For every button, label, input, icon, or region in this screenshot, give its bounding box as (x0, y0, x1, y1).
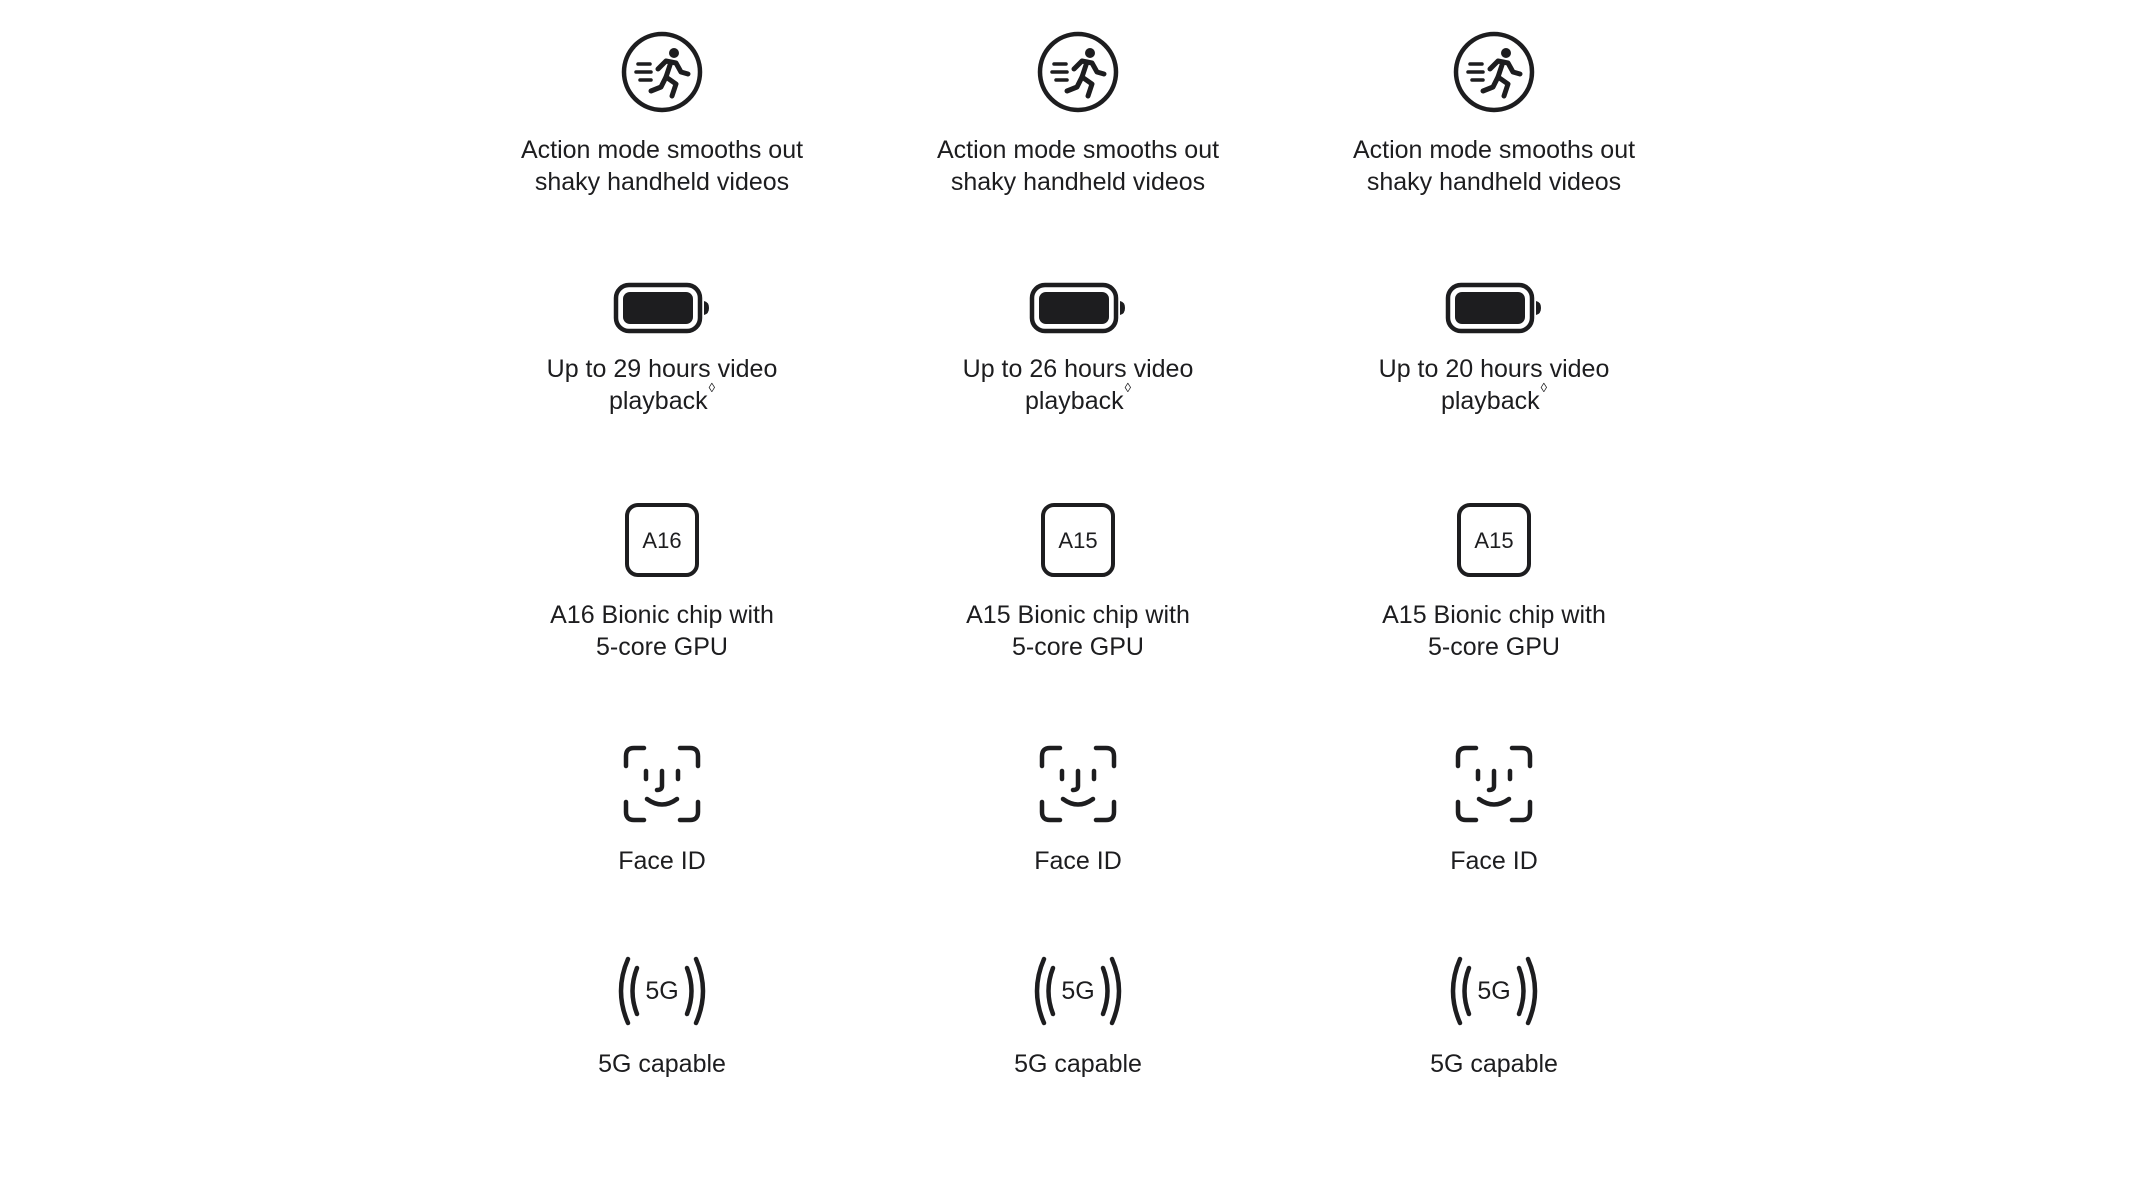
battery-line-2 (1284, 379, 1704, 417)
chip-text (1284, 599, 1704, 663)
model-column-1 (452, 0, 872, 1200)
battery-line-1: Up to 26 hours video (962, 355, 1194, 383)
chip-icon (624, 502, 700, 578)
model-column-3 (1284, 0, 1704, 1200)
5g-badge-text: 5G (645, 977, 679, 1005)
face-id-label: Face ID (1034, 847, 1122, 875)
face-id-feature (1284, 744, 1704, 877)
5g-feature (868, 955, 1288, 1080)
chip-line-1: A15 Bionic chip with (1382, 601, 1606, 629)
battery-feature (452, 280, 872, 417)
battery-line-1: Up to 20 hours video (1378, 355, 1610, 383)
chip-line-2: 5-core GPU (1428, 633, 1560, 661)
action-mode-line-1: Action mode smooths out (520, 136, 804, 164)
chip-line-2: 5-core GPU (1012, 633, 1144, 661)
5g-signal-icon (1028, 955, 1128, 1027)
battery-text (452, 353, 872, 417)
battery-text (868, 353, 1288, 417)
action-mode-text (868, 134, 1288, 198)
footnote-marker[interactable]: ◊ (1124, 379, 1132, 395)
chip-name: A15 (1058, 528, 1098, 553)
battery-icon (1444, 280, 1544, 336)
face-id-icon (622, 744, 702, 824)
5g-badge-text: 5G (1477, 977, 1511, 1005)
5g-feature (1284, 955, 1704, 1080)
running-figure-icon (1036, 30, 1120, 114)
action-mode-text (1284, 134, 1704, 198)
battery-playback-word: playback (1024, 387, 1124, 415)
running-figure-icon (620, 30, 704, 114)
chip-feature (868, 502, 1288, 663)
chip-line-2: 5-core GPU (596, 633, 728, 661)
battery-feature (868, 280, 1288, 417)
chip-name: A15 (1474, 528, 1514, 553)
battery-feature (1284, 280, 1704, 417)
chip-feature (452, 502, 872, 663)
running-figure-icon (1452, 30, 1536, 114)
5g-badge-text: 5G (1061, 977, 1095, 1005)
battery-icon (1028, 280, 1128, 336)
action-mode-text (452, 134, 872, 198)
footnote-marker[interactable]: ◊ (1540, 379, 1548, 395)
face-id-icon (1454, 744, 1534, 824)
action-mode-line-2: shaky handheld videos (534, 168, 790, 196)
action-mode-line-2: shaky handheld videos (950, 168, 1206, 196)
battery-playback-word: playback (608, 387, 708, 415)
5g-feature (452, 955, 872, 1080)
5g-signal-icon (612, 955, 712, 1027)
action-mode-feature (452, 30, 872, 198)
chip-line-1: A16 Bionic chip with (550, 601, 774, 629)
chip-line-1: A15 Bionic chip with (966, 601, 1190, 629)
chip-feature (1284, 502, 1704, 663)
5g-label: 5G capable (598, 1050, 726, 1078)
chip-text (452, 599, 872, 663)
face-id-icon (1038, 744, 1118, 824)
chip-name: A16 (642, 528, 682, 553)
battery-line-1: Up to 29 hours video (546, 355, 778, 383)
5g-label: 5G capable (1430, 1050, 1558, 1078)
battery-icon (612, 280, 712, 336)
chip-icon (1456, 502, 1532, 578)
5g-signal-icon (1444, 955, 1544, 1027)
action-mode-line-1: Action mode smooths out (936, 136, 1220, 164)
face-id-feature (452, 744, 872, 877)
chip-text (868, 599, 1288, 663)
face-id-label: Face ID (618, 847, 706, 875)
action-mode-feature (868, 30, 1288, 198)
face-id-label: Face ID (1450, 847, 1538, 875)
battery-line-2 (868, 379, 1288, 417)
model-column-2 (868, 0, 1288, 1200)
5g-label: 5G capable (1014, 1050, 1142, 1078)
action-mode-line-1: Action mode smooths out (1352, 136, 1636, 164)
battery-line-2 (452, 379, 872, 417)
face-id-feature (868, 744, 1288, 877)
footnote-marker[interactable]: ◊ (708, 379, 716, 395)
chip-icon (1040, 502, 1116, 578)
action-mode-feature (1284, 30, 1704, 198)
battery-playback-word: playback (1440, 387, 1540, 415)
action-mode-line-2: shaky handheld videos (1366, 168, 1622, 196)
battery-text (1284, 353, 1704, 417)
